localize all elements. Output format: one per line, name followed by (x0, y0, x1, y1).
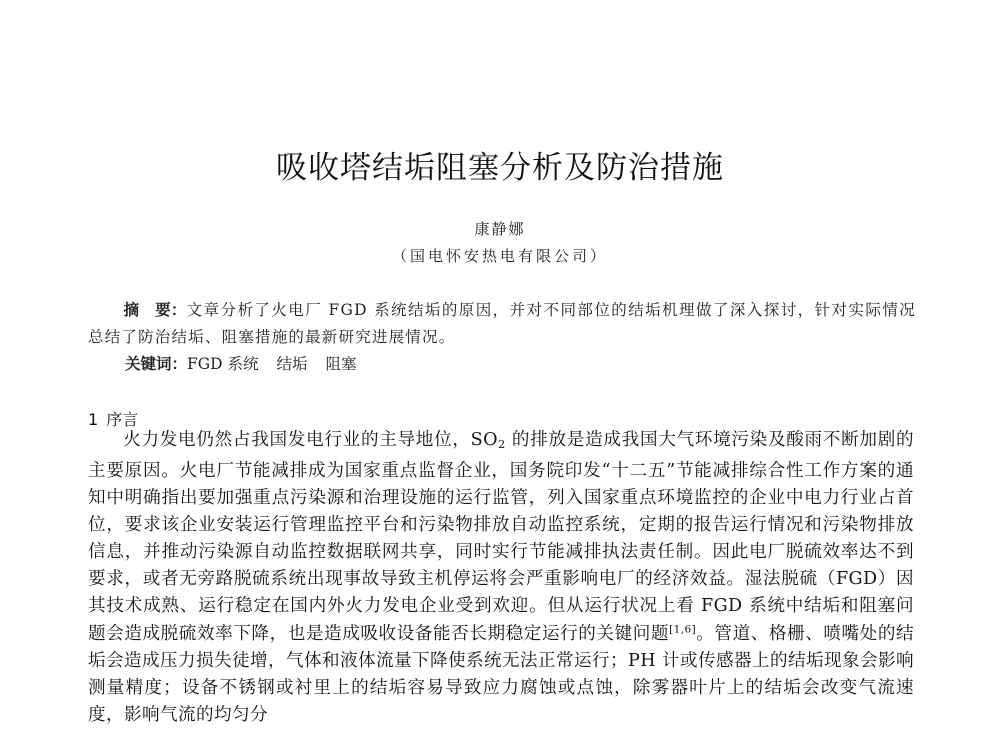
keywords-label: 关键词： (125, 355, 188, 373)
paper-title: 吸收塔结垢阻塞分析及防治措施 (276, 150, 724, 186)
author-name: 康静娜 (474, 220, 526, 238)
keywords (125, 351, 375, 378)
citation-reference[interactable]: [1,6] (669, 623, 697, 636)
keyword-item: 结垢 (276, 355, 308, 373)
abstract (88, 297, 916, 351)
subscript: 2 (497, 436, 506, 451)
section-number: 1 (88, 410, 99, 429)
paragraph-text: 。管道、格栅、喷嘴处的结垢会造成压力损失徒增，气体和液体流量下降使系统无法正常运行；PH 计或传感器上的结垢现象会影响测量精度；设备不锈钢或衬里上的结垢容易导致应力腐蚀或点蚀，除雾器叶片上的结垢会改变气流速度，影响气流的均匀分 (88, 623, 914, 725)
section-title: 序言 (106, 410, 139, 429)
paragraph-text: 的排放是造成我国大气环境污染及酸雨不断加剧的主要原因。火电厂节能减排成为国家重点监督企业，国务院印发“十二五”节能减排综合性工作方案的通知中明确指出要加强重点污染源和治理设施的运行监管，列入国家重点环境监控的企业中电力行业占首位，要求该企业安装运行管理监控平台和污染物排放自动监控系统，定期的报告运行情况和污染物排放信息，并推动污染源自动监控数据联网共享，同时实行节能减排执法责任制。因此电厂脱硫效率达不到要求，或者无旁路脱硫系统出现事故导致主机停运将会严重影响电厂的经济效益。湿法脱硫（FGD）因其技术成熟、运行稳定在国内外火力发电企业受到欢迎。但从运行状况上看 FGD 系统中结垢和阻塞问题会造成脱硫效率下降，也是造成吸收设备能否长期稳定运行的关键问题 (88, 430, 914, 644)
paragraph-text: 火力发电仍然占我国发电行业的主导地位，SO (123, 430, 498, 450)
keyword-item: FGD 系统 (187, 355, 259, 373)
abstract-label: 摘 要： (123, 301, 187, 319)
abstract-text: 文章分析了火电厂 FGD 系统结垢的原因，并对不同部位的结垢机理做了深入探讨，针对实际情况总结了防治结垢、阻塞措施的最新研究进展情况。 (88, 301, 916, 346)
author-affiliation: （国电怀安热电有限公司） (391, 247, 608, 265)
keyword-item: 阻塞 (325, 355, 357, 373)
